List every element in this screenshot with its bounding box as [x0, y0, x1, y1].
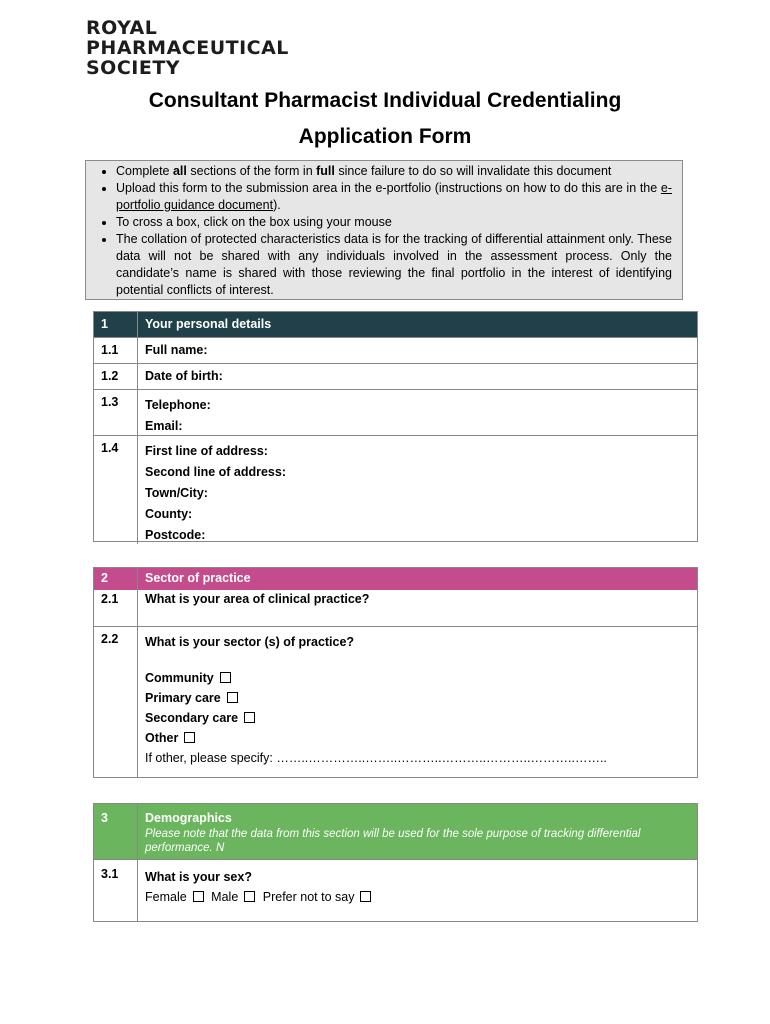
instruction-item: • Upload this form to the submission area in the e-portfolio (instructions on how to do this are in the e-portfolio guidance document).	[116, 180, 672, 214]
option-other[interactable]: Other	[145, 728, 689, 748]
email-label: Email:	[145, 419, 183, 433]
field-row-address[interactable]: 1.4 First line of address: Second line of address: Town/City: County: Postcode:	[94, 435, 697, 544]
address-line2-label: Second line of address:	[145, 465, 287, 479]
form-title: Consultant Pharmacist Individual Credentialing	[148, 89, 622, 112]
telephone-label: Telephone:	[145, 398, 211, 412]
checkbox[interactable]	[360, 891, 371, 902]
instruction-item: • The collation of protected characteristics data is for the tracking of differential attainment only. These data will not be shared with any individuals involved in the assessment process. Only the candidate’s name is shared with those reviewing the final portfolio in the interest of identifying potential conflicts of interest.	[116, 231, 672, 299]
section-sector-of-practice	[93, 567, 698, 778]
demographics-note: Please note that the data from this section will be used for the sole purpose of tracking differential performance. N	[145, 828, 641, 854]
county-label: County:	[145, 507, 193, 521]
logo-line: ROYAL	[86, 17, 158, 39]
checkbox[interactable]	[244, 891, 255, 902]
option-male[interactable]: Male	[211, 890, 259, 904]
checkbox[interactable]	[227, 692, 238, 703]
checkbox[interactable]	[193, 891, 204, 902]
field-row-clinical-area[interactable]: 2.1 What is your area of clinical practice?	[94, 590, 697, 626]
field-row-full-name[interactable]: 1.1 Full name:	[94, 337, 697, 363]
sex-question: What is your sex?	[145, 870, 252, 884]
postcode-label: Postcode:	[145, 528, 206, 542]
field-row-dob[interactable]: 1.2 Date of birth:	[94, 363, 697, 389]
option-community[interactable]: Community	[145, 668, 689, 688]
town-label: Town/City:	[145, 486, 208, 500]
checkbox[interactable]	[184, 732, 195, 743]
section-personal-details	[93, 311, 698, 542]
field-row-sector: 2.2 What is your sector (s) of practice? Community Primary care Secondary care Other If other, please specify: ……..…………..……..………..………..………..………..……..	[94, 626, 697, 778]
rps-logo	[86, 18, 289, 78]
section-title: Demographics	[145, 811, 232, 825]
section-header: 2 Sector of practice	[94, 568, 697, 590]
option-primary-care[interactable]: Primary care	[145, 688, 689, 708]
instruction-item: • Complete all sections of the form in full since failure to do so will invalidate this document	[116, 163, 672, 180]
option-prefer-not-to-say[interactable]: Prefer not to say	[263, 890, 376, 904]
section-header: 3 Demographics Please note that the data from this section will be used for the sole purpose of tracking differential performance. N	[94, 804, 697, 859]
logo-line: SOCIETY	[86, 57, 181, 79]
section-demographics	[93, 803, 698, 922]
other-specify-field[interactable]: If other, please specify: ……..…………..……..………..………..………..………..……..	[145, 751, 607, 765]
address-line1-label: First line of address:	[145, 444, 268, 458]
option-female[interactable]: Female	[145, 890, 208, 904]
sector-question: What is your sector (s) of practice?	[145, 635, 355, 649]
checkbox[interactable]	[244, 712, 255, 723]
field-row-contact[interactable]: 1.3 Telephone: Email:	[94, 389, 697, 435]
logo-line: PHARMACEUTICAL	[86, 37, 289, 59]
form-subtitle: Application Form	[298, 125, 472, 148]
option-secondary-care[interactable]: Secondary care	[145, 708, 689, 728]
instruction-item: • To cross a box, click on the box using your mouse	[116, 214, 672, 231]
instructions-box	[85, 160, 683, 300]
section-header: 1 Your personal details	[94, 312, 697, 337]
guidance-link[interactable]: e-portfolio guidance document	[116, 181, 672, 212]
field-row-sex: 3.1 What is your sex? Female Male Prefer not to say	[94, 859, 697, 922]
checkbox[interactable]	[220, 672, 231, 683]
